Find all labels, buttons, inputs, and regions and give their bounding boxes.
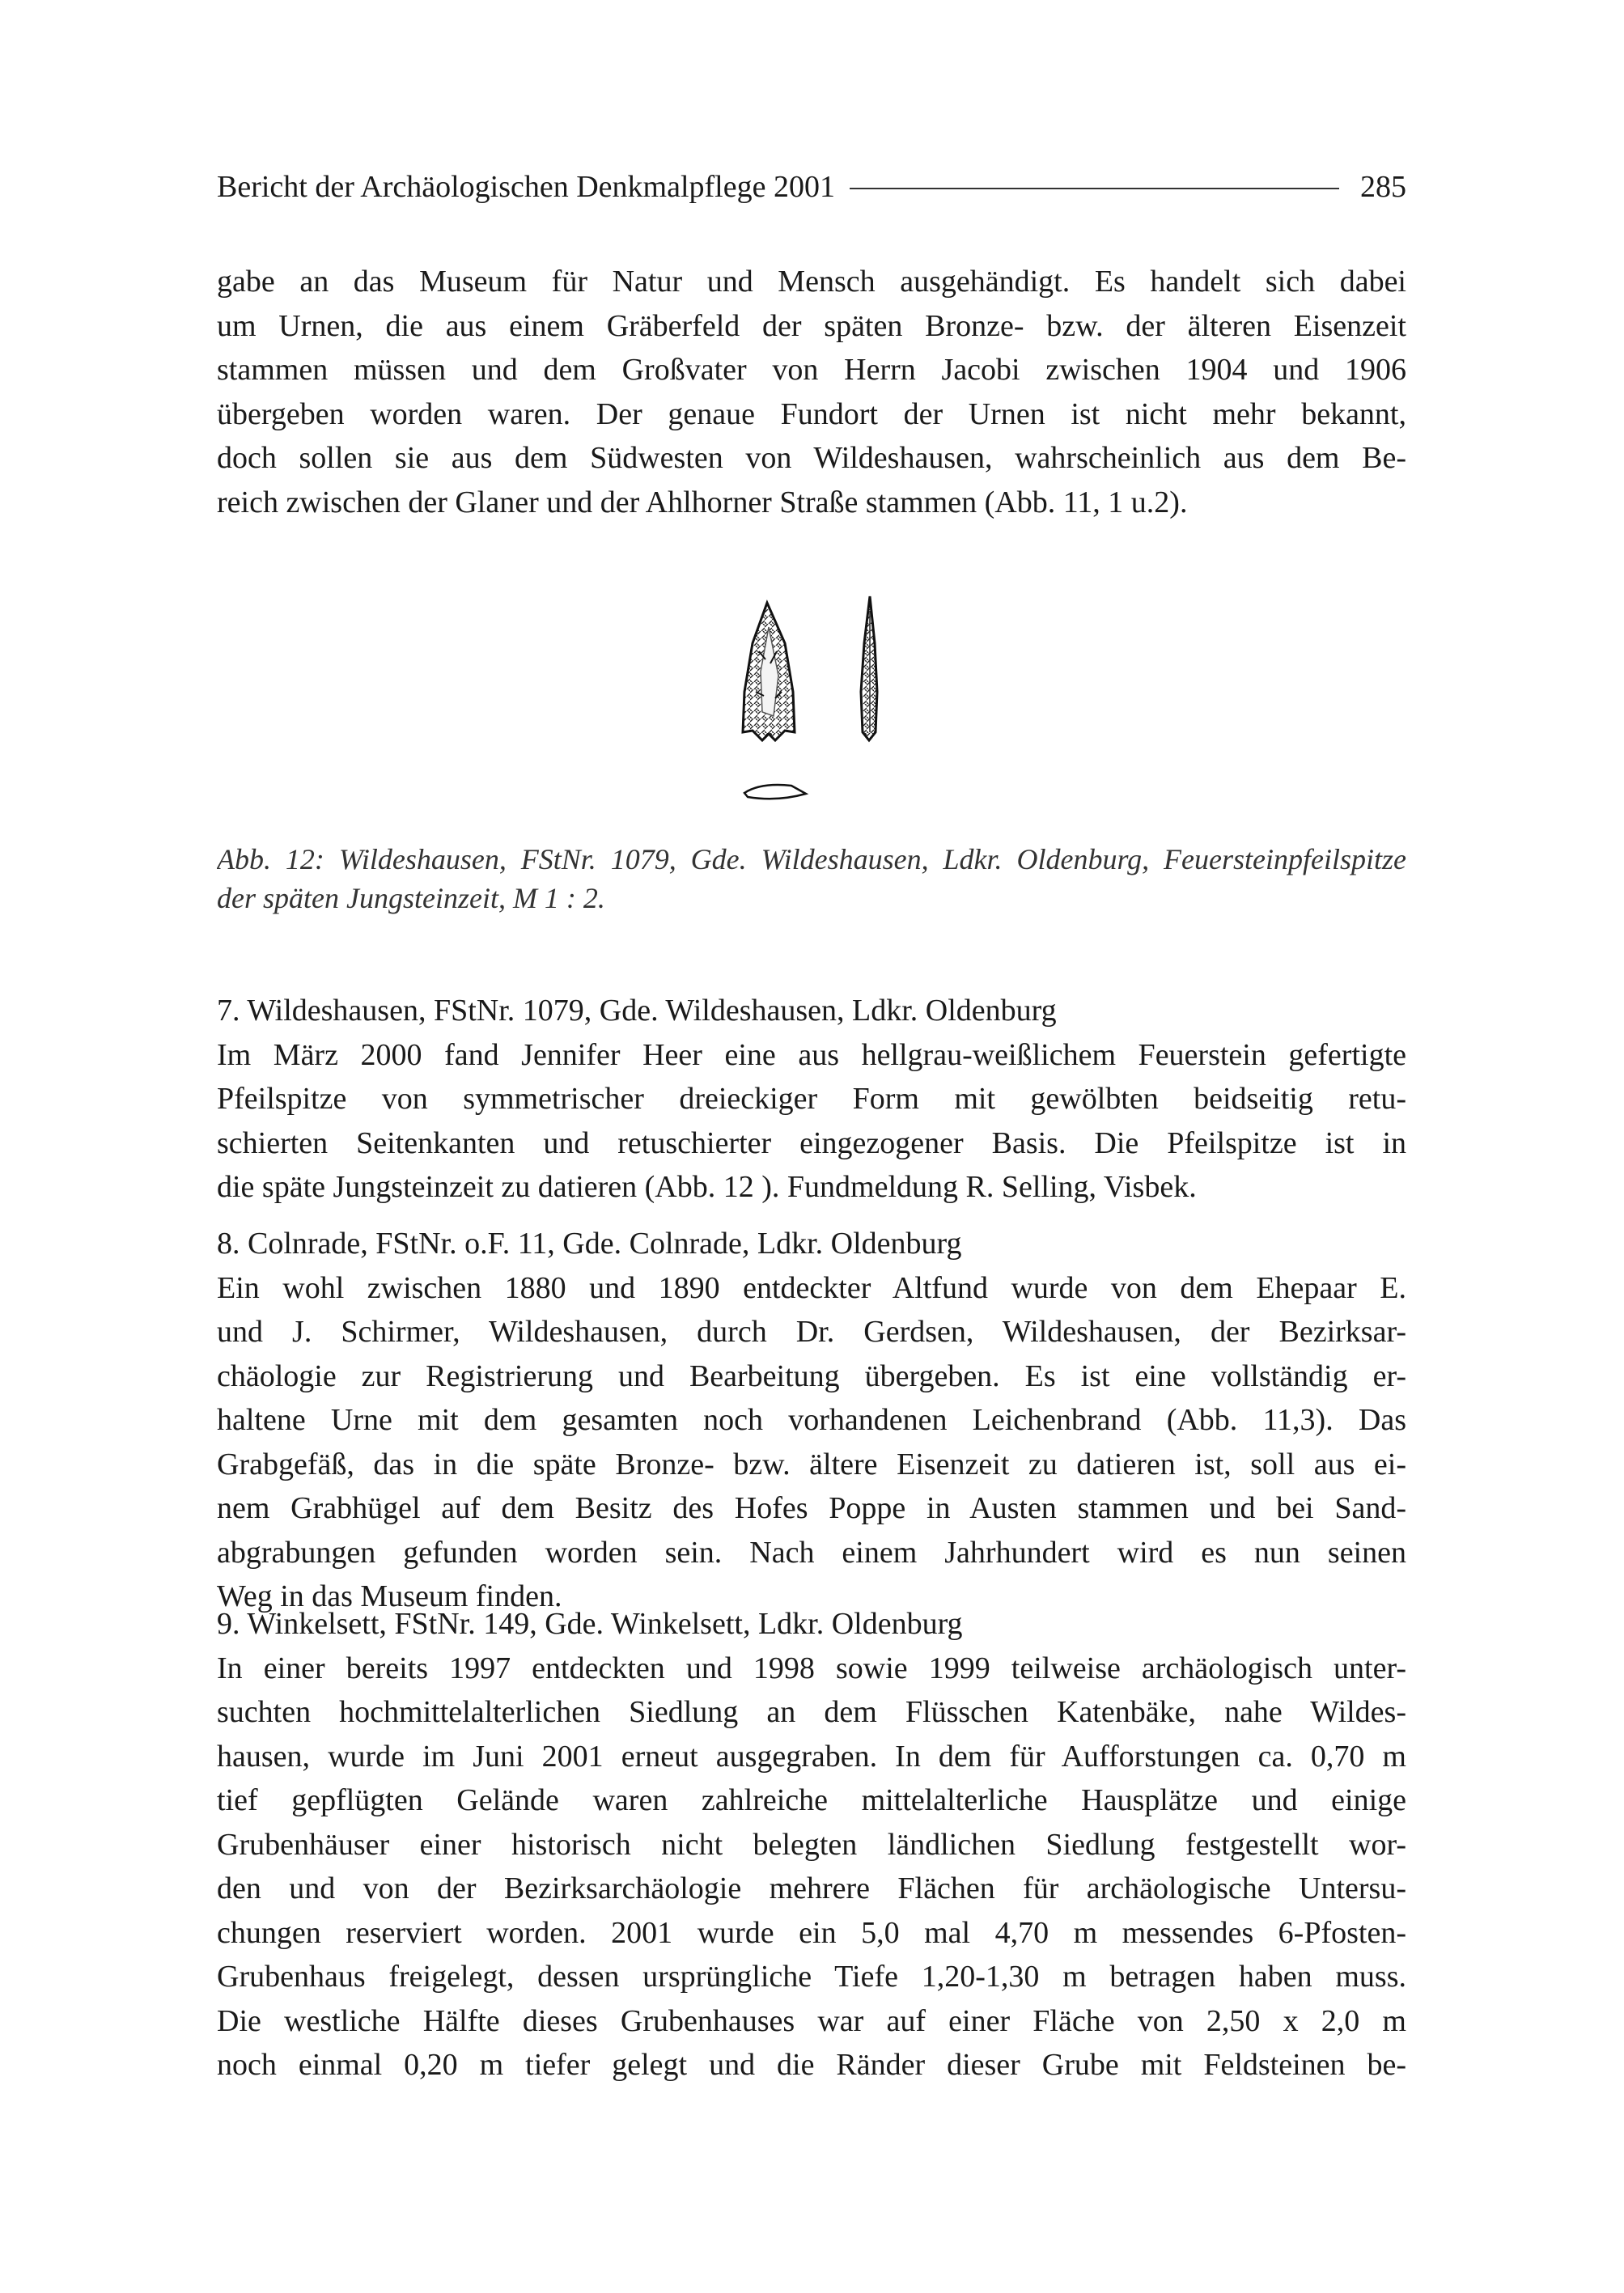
text-line: noch einmal 0,20 m tiefer gelegt und die Ränder dieser Grube mit Feldsteinen be-	[217, 2048, 1406, 2082]
text-line: nem Grabhügel auf dem Besitz des Hofes Poppe in Austen stammen und bei Sand-	[217, 1491, 1406, 1525]
text-line: Grubenhäuser einer historisch nicht belegten ländlichen Siedlung festgestellt wor-	[217, 1827, 1406, 1862]
text-line: tief gepflügten Gelände waren zahlreiche mittelalterliche Hausplätze und einige	[217, 1783, 1406, 1817]
text-line: schierten Seitenkanten und retuschierter eingezogener Basis. Die Pfeilspitze ist in	[217, 1125, 1406, 1160]
text-line: Weg in das Museum finden.	[217, 1579, 562, 1613]
caption-line: Abb. 12: Wildeshausen, FStNr. 1079, Gde. Wildeshausen, Ldkr. Oldenburg, Feuersteinpfeilspitze	[217, 843, 1406, 875]
intro-paragraph	[217, 260, 1406, 524]
text-line: gabe an das Museum für Natur und Mensch ausgehändigt. Es handelt sich dabei	[217, 265, 1406, 299]
text-line: hausen, wurde im Juni 2001 erneut ausgegraben. In dem für Aufforstungen ca. 0,70 m	[217, 1739, 1406, 1774]
arrowhead-cross-section	[744, 785, 806, 799]
section-heading: 9. Winkelsett, FStNr. 149, Gde. Winkelsett, Ldkr. Oldenburg	[217, 1607, 963, 1641]
text-line: stammen müssen und dem Großvater von Herrn Jacobi zwischen 1904 und 1906	[217, 353, 1406, 387]
text-line: Im März 2000 fand Jennifer Heer eine aus hellgrau-weißlichem Feuerstein gefertigte	[217, 1037, 1406, 1072]
figure-caption	[217, 840, 1406, 918]
text-line: doch sollen sie aus dem Südwesten von Wildeshausen, wahrscheinlich aus dem Be-	[217, 441, 1406, 475]
text-line: chäologie zur Registrierung und Bearbeitung übergeben. Es ist eine vollständig er-	[217, 1358, 1406, 1393]
caption-line: der späten Jungsteinzeit, M 1 : 2.	[217, 882, 605, 914]
text-line: Grabgefäß, das in die späte Bronze- bzw. ältere Eisenzeit zu datieren ist, soll aus ei-	[217, 1447, 1406, 1481]
section-7	[217, 989, 1406, 1210]
section-heading: 8. Colnrade, FStNr. o.F. 11, Gde. Colnrade, Ldkr. Oldenburg	[217, 1227, 962, 1261]
arrowhead-drawing	[728, 595, 922, 813]
text-line: abgrabungen gefunden worden sein. Nach einem Jahrhundert wird es nun seinen	[217, 1535, 1406, 1570]
text-line: Die westliche Hälfte dieses Grubenhauses war auf einer Fläche von 2,50 x 2,0 m	[217, 2003, 1406, 2038]
section-8	[217, 1222, 1406, 1619]
text-line: reich zwischen der Glaner und der Ahlhorner Straße stammen (Abb. 11, 1 u.2).	[217, 485, 1188, 519]
arrowhead-front-view	[743, 603, 795, 740]
text-line: Pfeilspitze von symmetrischer dreieckiger Form mit gewölbten beidseitig retu-	[217, 1082, 1406, 1116]
section-9	[217, 1602, 1406, 2087]
running-header	[217, 166, 1406, 208]
text-line: und J. Schirmer, Wildeshausen, durch Dr. Gerdsen, Wildeshausen, der Bezirksar-	[217, 1315, 1406, 1349]
page-number: 285	[1360, 170, 1406, 204]
arrowhead-illustration	[728, 595, 922, 813]
text-line: chungen reserviert worden. 2001 wurde ein 5,0 mal 4,70 m messendes 6-Pfosten-	[217, 1915, 1406, 1950]
header-title: Bericht der Archäologischen Denkmalpflege 2001	[217, 170, 835, 204]
text-line: suchten hochmittelalterlichen Siedlung an dem Flüsschen Katenbäke, nahe Wildes-	[217, 1695, 1406, 1729]
section-heading: 7. Wildeshausen, FStNr. 1079, Gde. Wildeshausen, Ldkr. Oldenburg	[217, 994, 1057, 1028]
text-line: haltene Urne mit dem gesamten noch vorhandenen Leichenbrand (Abb. 11,3). Das	[217, 1403, 1406, 1437]
arrowhead-side-view	[861, 596, 877, 740]
text-line: Ein wohl zwischen 1880 und 1890 entdeckter Altfund wurde von dem Ehepaar E.	[217, 1270, 1406, 1305]
text-line: Grubenhaus freigelegt, dessen ursprüngliche Tiefe 1,20-1,30 m betragen haben muss.	[217, 1960, 1406, 1994]
header-rule	[850, 188, 1339, 189]
text-line: den und von der Bezirksarchäologie mehrere Flächen für archäologische Untersu-	[217, 1871, 1406, 1905]
text-line: übergeben worden waren. Der genaue Fundort der Urnen ist nicht mehr bekannt,	[217, 396, 1406, 431]
text-line: die späte Jungsteinzeit zu datieren (Abb. 12 ). Fundmeldung R. Selling, Visbek.	[217, 1170, 1197, 1204]
text-line: um Urnen, die aus einem Gräberfeld der späten Bronze- bzw. der älteren Eisenzeit	[217, 308, 1406, 343]
text-line: In einer bereits 1997 entdeckten und 1998 sowie 1999 teilweise archäologisch unter-	[217, 1651, 1406, 1685]
